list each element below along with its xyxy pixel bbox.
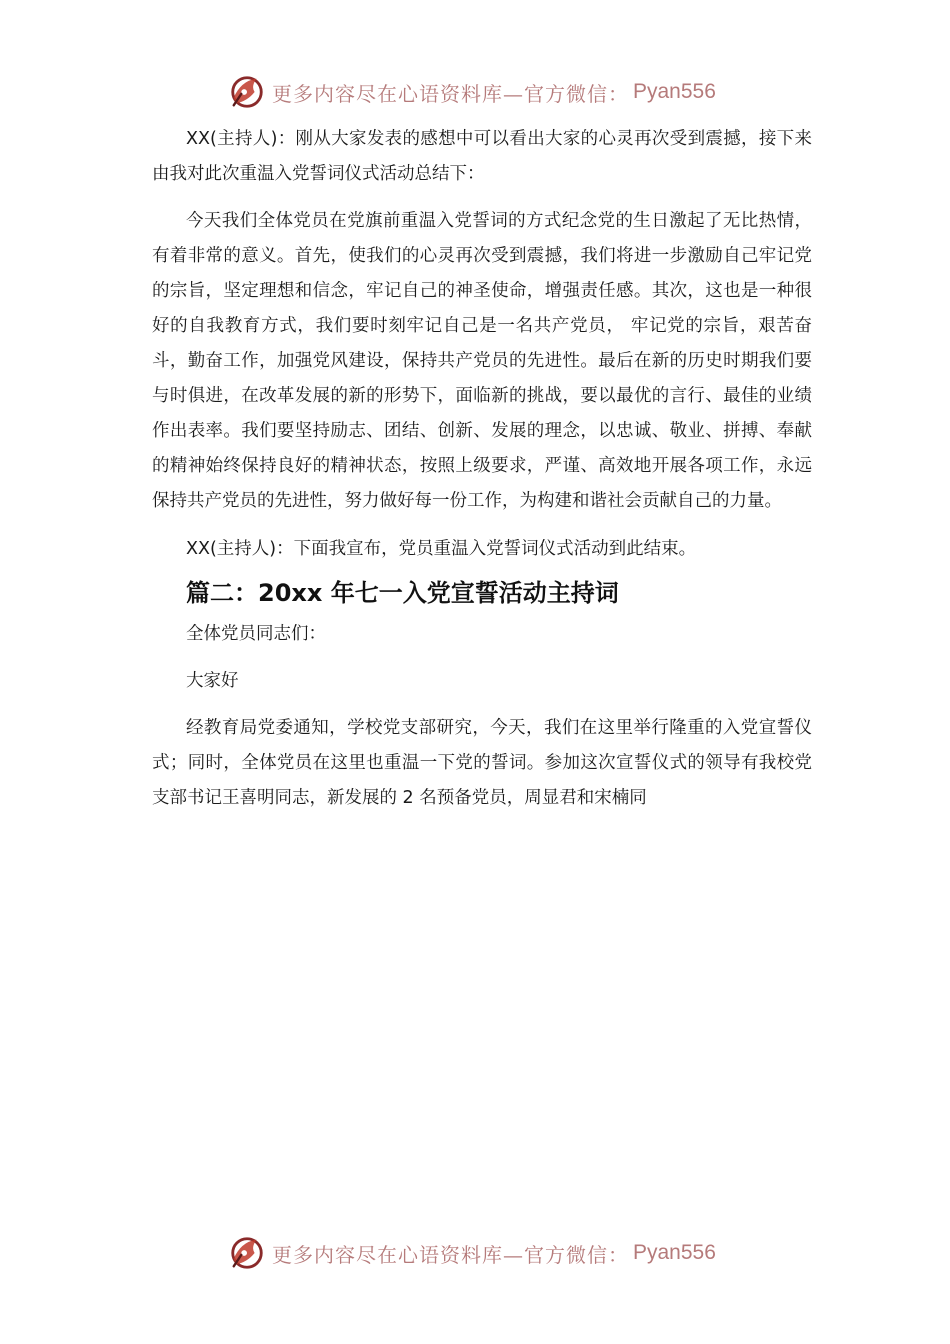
banner-text: 更多内容尽在心语资料库—官方微信： — [272, 81, 629, 106]
closing-paragraph: XX(主持人)：下面我宣布，党员重温入党誓词仪式活动到此结束。 — [186, 539, 697, 559]
host-remark-paragraph: XX(主持人)：刚从大家发表的感想中可以看出大家的心灵再次受到震撼，接下来由我对此次重温入党誓词仪式活动总结下： — [152, 129, 812, 184]
summary-paragraph: 今天我们全体党员在党旗前重温入党誓词的方式纪念党的生日激起了无比热情，有着非常的意义。首先，使我们的心灵再次受到震撼，我们将进一步激励自己牢记党的宗旨，坚定理想和信念，牢记自己的神圣使命，增强责任感。其次，这也是一种很好的自我教育方式，我们要时刻牢记自己是一名共产党员， 牢记党的宗旨，艰苦奋斗，勤奋工作，加强党风建设，保持共产党员的先进性。最后在新的历史时期我们要与时俱进，在改革发展的新的形势下，面临新的挑战，要以最优的言行、最佳的业绩作出表率。我们要坚持励志、团结、创新、发展的理念，以忠诚、敬业、拼搏、奉献的精神始终保持良好的精神状态，按照上级要求，严谨、高效地开展各项工作，永远保持共产党员的先进性，努力做好每一份工作，为构建和谐社会贡献自己的力量。 — [152, 211, 812, 511]
banner-brand: Pyan556 — [633, 1241, 716, 1264]
banner-text: 更多内容尽在心语资料库—官方微信： — [272, 1242, 629, 1267]
section-heading: 篇二：20xx 年七一入党宣誓活动主持词 — [186, 579, 619, 607]
hello-paragraph: 大家好 — [186, 671, 239, 691]
banner-brand: Pyan556 — [633, 80, 716, 103]
ceremony-paragraph: 经教育局党委通知，学校党支部研究，今天，我们在这里举行隆重的入党宣誓仪式；同时，全体党员在这里也重温一下党的誓词。参加这次宣誓仪式的领导有我校党支部书记王喜明同志，新发展的 2 名预备党员，周显君和宋楠同 — [152, 718, 812, 808]
greeting-paragraph: 全体党员同志们： — [186, 624, 326, 644]
document-body — [152, 122, 812, 816]
pen-logo-icon — [228, 73, 266, 111]
pen-logo-icon — [228, 1234, 266, 1272]
footer-banner — [228, 1233, 716, 1273]
header-banner — [228, 72, 716, 112]
